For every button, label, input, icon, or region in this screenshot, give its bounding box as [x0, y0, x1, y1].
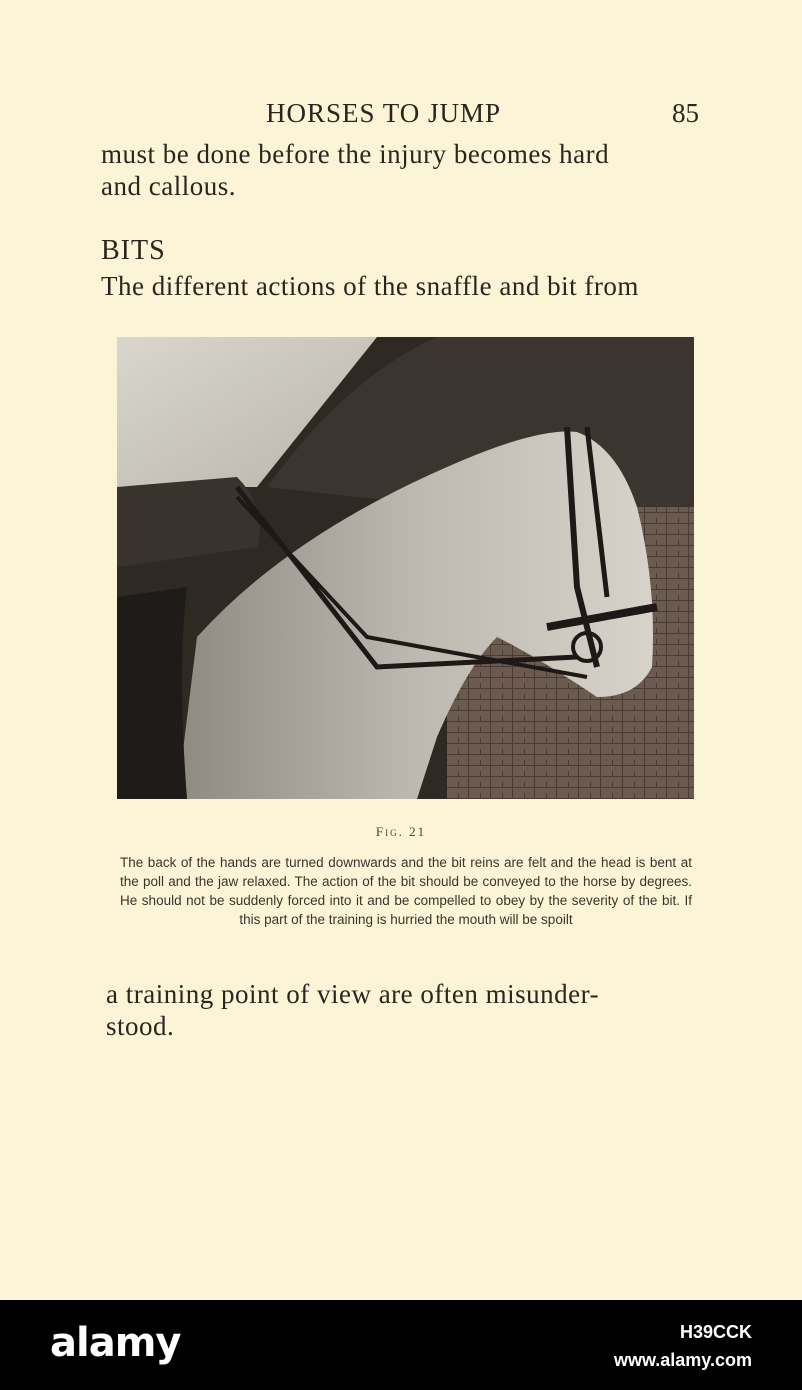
site-url: www.alamy.com — [613, 1350, 752, 1370]
paragraph-line: and callous. — [101, 171, 236, 201]
horse-photo-illustration — [117, 337, 694, 799]
figure-label: Fig. 21 — [375, 824, 427, 839]
page-number: 85 — [672, 98, 699, 128]
paragraph-training — [106, 978, 706, 1042]
watermark-footer — [0, 1300, 802, 1390]
paragraph-line: must be done before the injury becomes hard — [101, 139, 610, 169]
paragraph-line: stood. — [106, 1011, 175, 1041]
alamy-logo: alamy — [50, 1320, 181, 1366]
paragraph-continued — [101, 138, 701, 202]
section-heading: BITS — [101, 235, 166, 266]
figure-caption: The back of the hands are turned downwards and the bit reins are felt and the head is bent at the poll and the jaw relaxed. The action of the bit should be conveyed to the horse by degrees. He should not be suddenly forced into it and be compelled to obey by the severity of the bit. If this part of the training is hurried the mouth will be spoilt — [120, 855, 692, 927]
horse-photograph — [117, 337, 694, 799]
image-id: H39CCK — [679, 1322, 752, 1342]
paragraph-bits: The different actions of the snaffle and bit from — [101, 271, 639, 301]
paragraph-line: a training point of view are often misunder- — [106, 979, 600, 1009]
running-title: HORSES TO JUMP — [266, 98, 502, 128]
